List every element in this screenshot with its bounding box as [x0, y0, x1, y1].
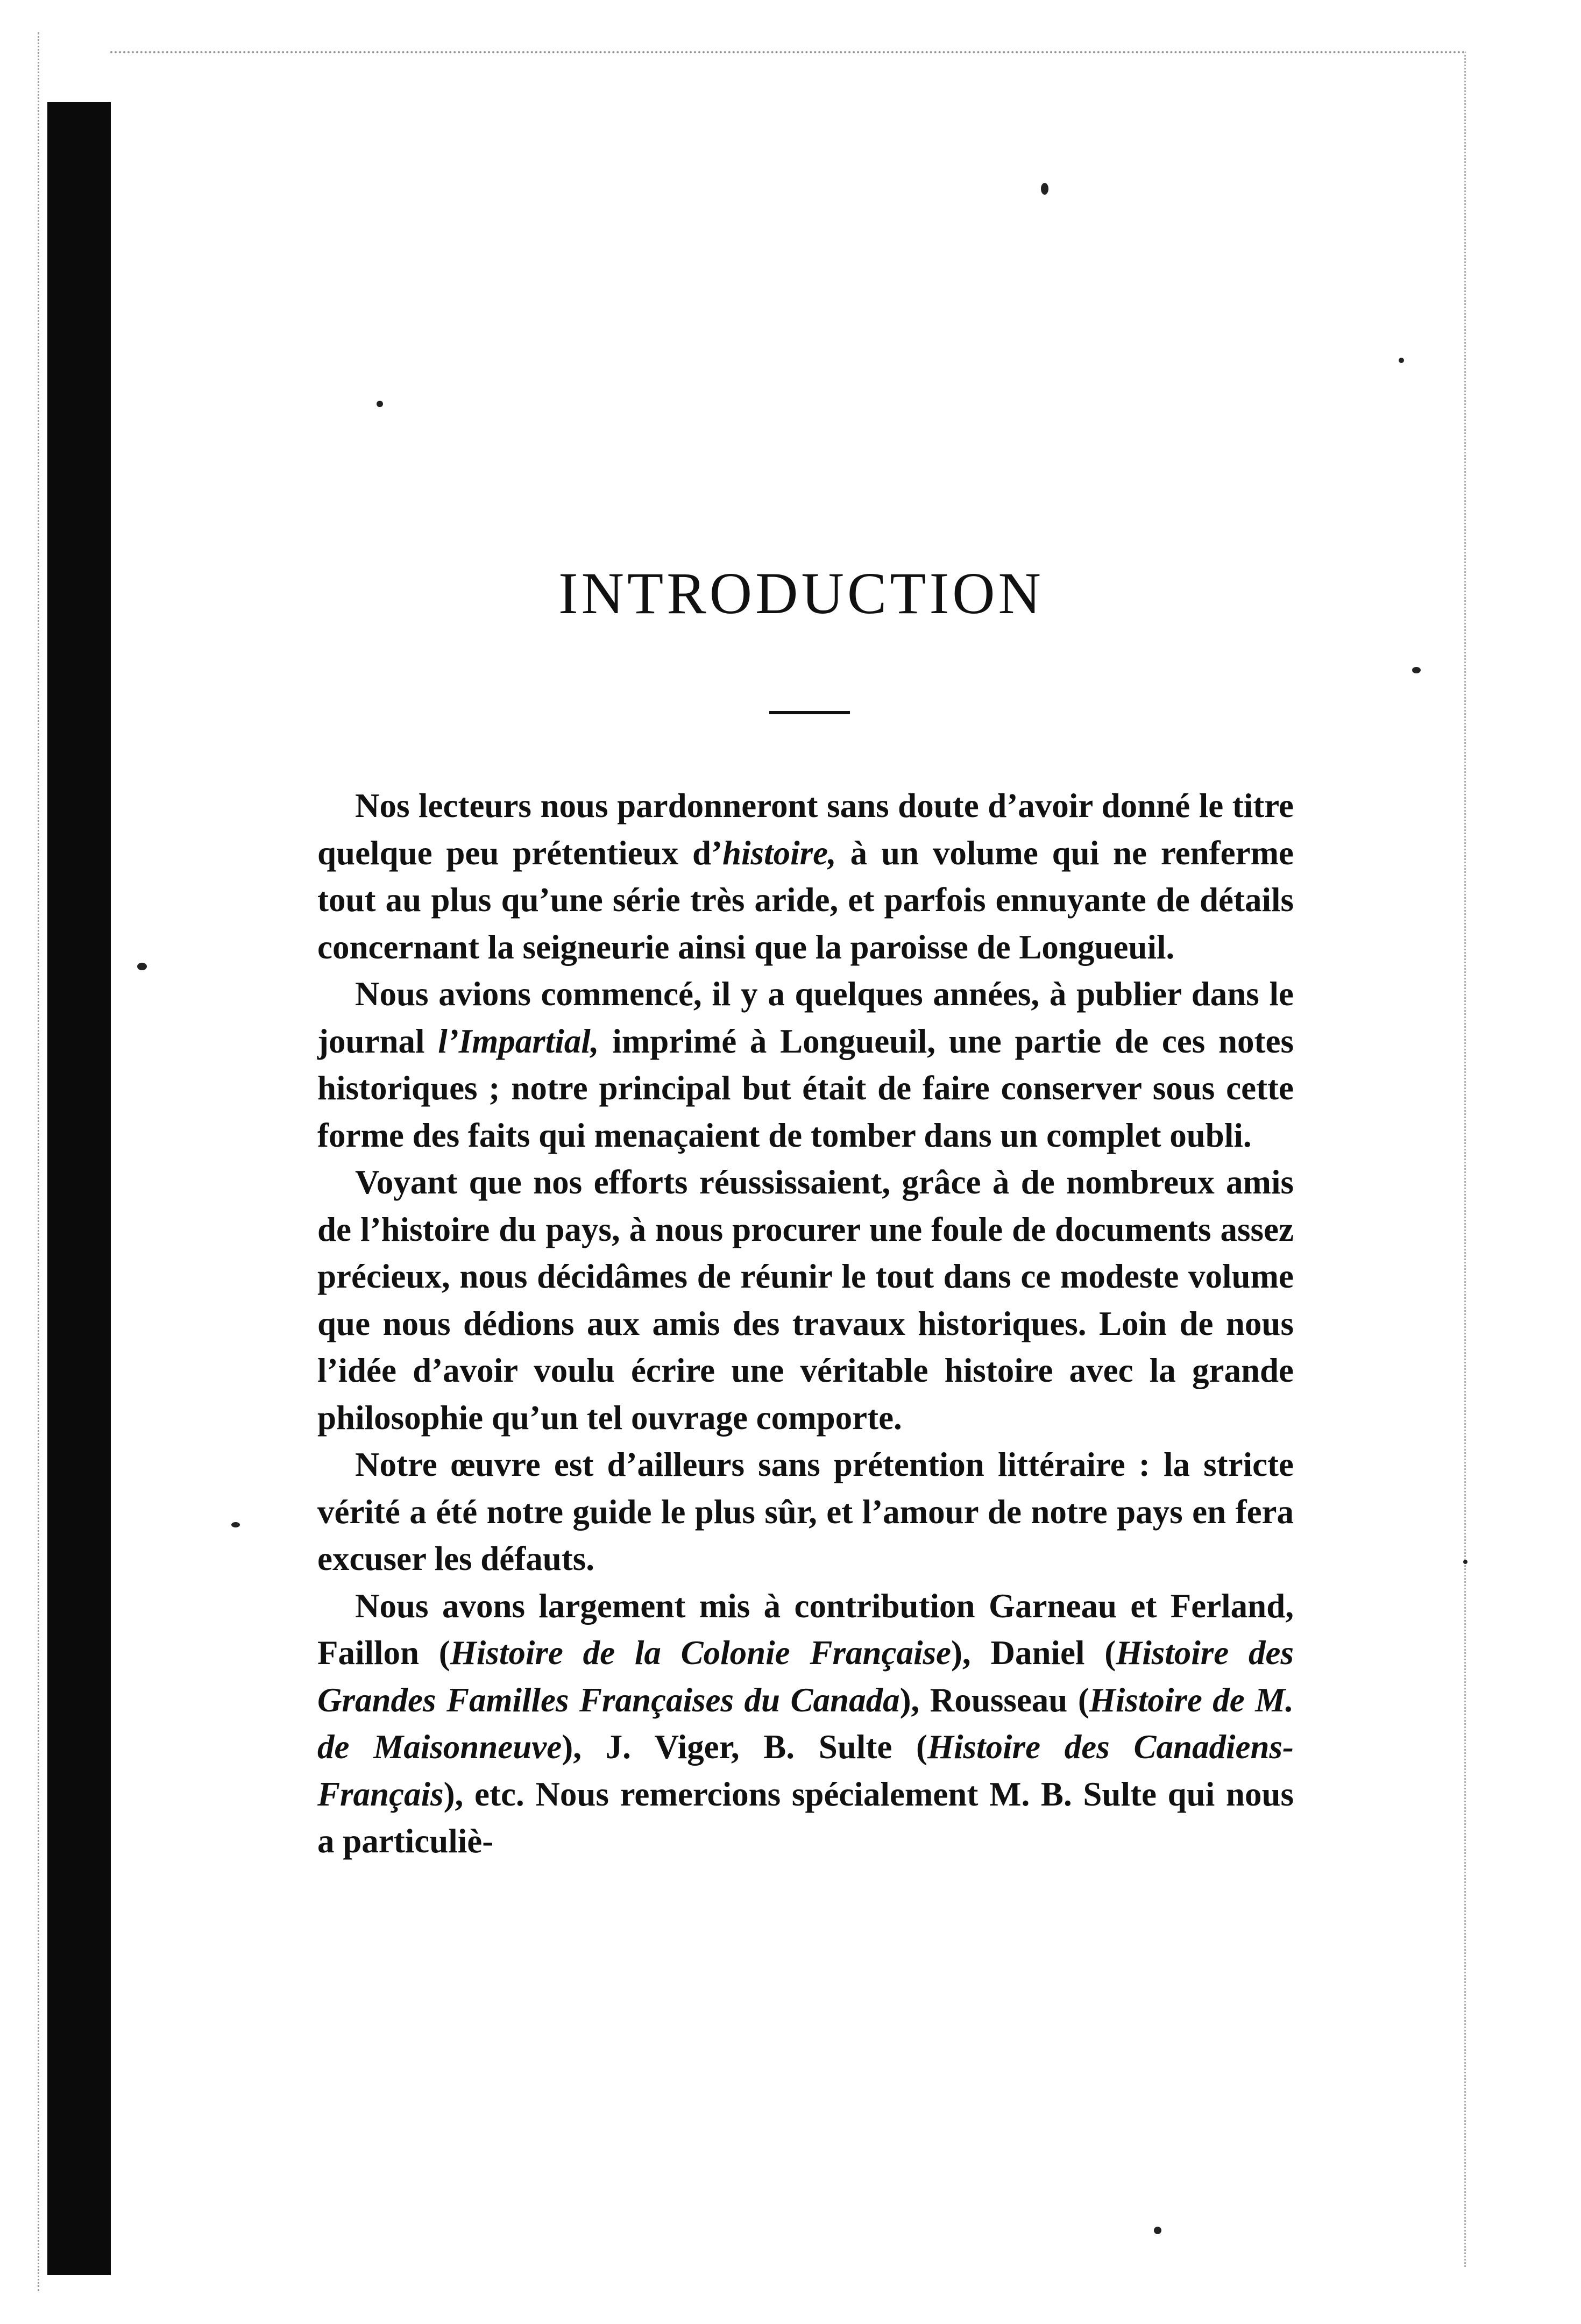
text-run: Notre œuvre est d’ailleurs sans prétention littéraire : la stricte vérité a été notre guide le plus sûr, et l’amour de notre pays en fera excuser les défauts.	[317, 1446, 1294, 1577]
title-divider	[769, 711, 850, 714]
text-run: ), Daniel (	[951, 1634, 1116, 1672]
introduction-body	[317, 783, 1294, 1865]
text-run: Nous avions commencé, il y a quelques années, à publier dans le journal	[317, 975, 1294, 1060]
scan-speck	[1399, 358, 1404, 363]
text-run: imprimé à Longueuil, une partie de ces notes historiques ; notre principal but était de faire conserver sous cette forme des faits qui menaçaient de tomber dans un complet oubli.	[317, 1022, 1294, 1154]
binding-edge	[38, 32, 45, 2291]
paragraph	[317, 971, 1294, 1159]
italic-text: Histoire de la Colonie Française	[450, 1634, 951, 1672]
scan-speck	[1154, 2227, 1161, 2234]
text-run: ), Rousseau (	[899, 1681, 1089, 1719]
text-run: à un volume qui ne renferme tout au plus qu’une série très aride, et parfois ennuyante de détails concernant la seigneurie ainsi que la paroisse de Longueuil.	[317, 834, 1294, 966]
italic-text: histoire,	[722, 834, 836, 872]
page-title: INTRODUCTION	[558, 560, 1044, 626]
text-run: Voyant que nos efforts réussissaient, grâce à de nombreux amis de l’histoire du pays, à nous procurer une foule de documents assez précieux, nous décidâmes de réunir le tout dans ce modeste volume que nous dédions aux amis des travaux historiques. Loin de nous l’idée d’avoir voulu écrire une véritable histoire avec la grande philosophie qu’un tel ouvrage comporte.	[317, 1163, 1294, 1437]
italic-text: Histoire des Grandes Familles Françaises du Canada	[317, 1634, 1294, 1719]
binding-shadow	[47, 102, 111, 2275]
italic-text: Histoire de M. de Maisonneuve	[317, 1681, 1294, 1766]
scan-speck	[1463, 1560, 1467, 1564]
scan-speck	[1412, 667, 1421, 673]
scan-speck	[377, 401, 383, 407]
italic-text: l’Impartial,	[438, 1022, 599, 1060]
paragraph	[317, 1583, 1294, 1865]
italic-text: Histoire des Canadiens-Français	[317, 1728, 1294, 1813]
text-run: Nous avons largement mis à contribution Garneau et Ferland, Faillon (	[317, 1587, 1294, 1672]
paragraph	[317, 783, 1294, 971]
scan-speck	[231, 1522, 240, 1527]
text-run: ), J. Viger, B. Sulte (	[562, 1728, 928, 1766]
text-run: ), etc. Nous remercions spécialement M. B. Sulte qui nous a particuliè-	[317, 1775, 1294, 1860]
paragraph	[317, 1441, 1294, 1583]
paragraph	[317, 1159, 1294, 1441]
text-run: Nos lecteurs nous pardonneront sans doute d’avoir donné le titre quelque peu prétentieux d’	[317, 787, 1294, 872]
scan-speck	[137, 963, 147, 970]
scan-speck	[1041, 183, 1048, 195]
